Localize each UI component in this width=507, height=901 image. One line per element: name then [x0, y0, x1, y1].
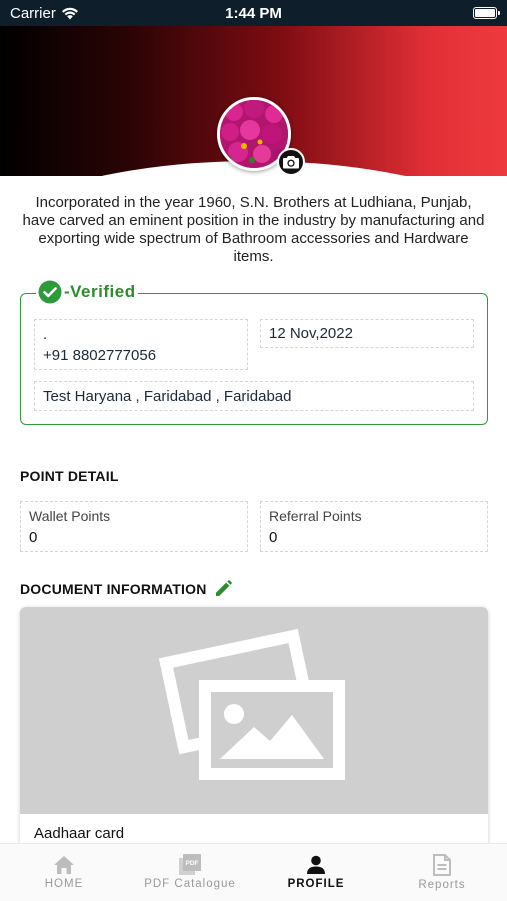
status-bar: [0, 0, 507, 26]
referral-points-label: Referral Points: [269, 508, 362, 524]
verified-date: 12 Nov,2022: [269, 325, 353, 342]
wallet-points-value: 0: [29, 529, 38, 546]
name-phone-field: [34, 319, 248, 370]
document-image-placeholder: [20, 607, 488, 814]
document-icon: [433, 854, 451, 876]
check-circle-icon: [38, 280, 62, 304]
address-field: [34, 381, 474, 411]
image-placeholder-icon: [20, 607, 488, 814]
tab-reports[interactable]: [402, 844, 482, 901]
pdf-icon: [179, 854, 201, 875]
camera-icon: [283, 155, 299, 169]
carrier-label: Carrier: [10, 5, 56, 22]
svg-text:PDF: PDF: [185, 860, 199, 867]
wallet-points-card: [20, 501, 248, 552]
change-photo-button[interactable]: [277, 148, 305, 176]
bottom-tab-bar: [0, 843, 507, 901]
tab-profile[interactable]: [276, 844, 356, 901]
document-name: Aadhaar card: [34, 825, 125, 842]
user-phone: +91 8802777056: [43, 347, 157, 364]
point-detail-title: POINT DETAIL: [20, 468, 119, 484]
tab-pdf-catalogue-label: PDF Catalogue: [144, 878, 236, 890]
wallet-points-label: Wallet Points: [29, 508, 111, 524]
clock: 1:44 PM: [225, 5, 282, 22]
referral-points-value: 0: [269, 529, 278, 546]
tab-pdf-catalogue[interactable]: [130, 844, 250, 901]
document-information-header: [20, 580, 232, 597]
tab-home[interactable]: [24, 844, 104, 901]
company-description: Incorporated in the year 1960, S.N. Brothers at Ludhiana, Punjab, have carved an eminent position in the industry by manufacturing and exporting wide spectrum of Bathroom accessories and Hardware items.: [22, 194, 485, 265]
user-name: .: [43, 326, 48, 343]
date-field: [260, 319, 474, 348]
edit-pencil-icon[interactable]: [215, 580, 232, 597]
tab-reports-label: Reports: [418, 879, 466, 891]
referral-points-card: [260, 501, 488, 552]
person-icon: [306, 855, 326, 875]
document-information-title: DOCUMENT INFORMATION: [20, 580, 207, 597]
tab-home-label: HOME: [44, 878, 84, 890]
home-icon: [53, 855, 75, 875]
aadhaar-document-card[interactable]: [20, 607, 488, 867]
tab-profile-label: PROFILE: [287, 878, 345, 890]
verified-label: -Verified: [64, 282, 136, 301]
user-address: Test Haryana , Faridabad , Faridabad: [43, 388, 292, 405]
verified-badge: [36, 280, 138, 304]
battery-icon: [473, 7, 497, 19]
